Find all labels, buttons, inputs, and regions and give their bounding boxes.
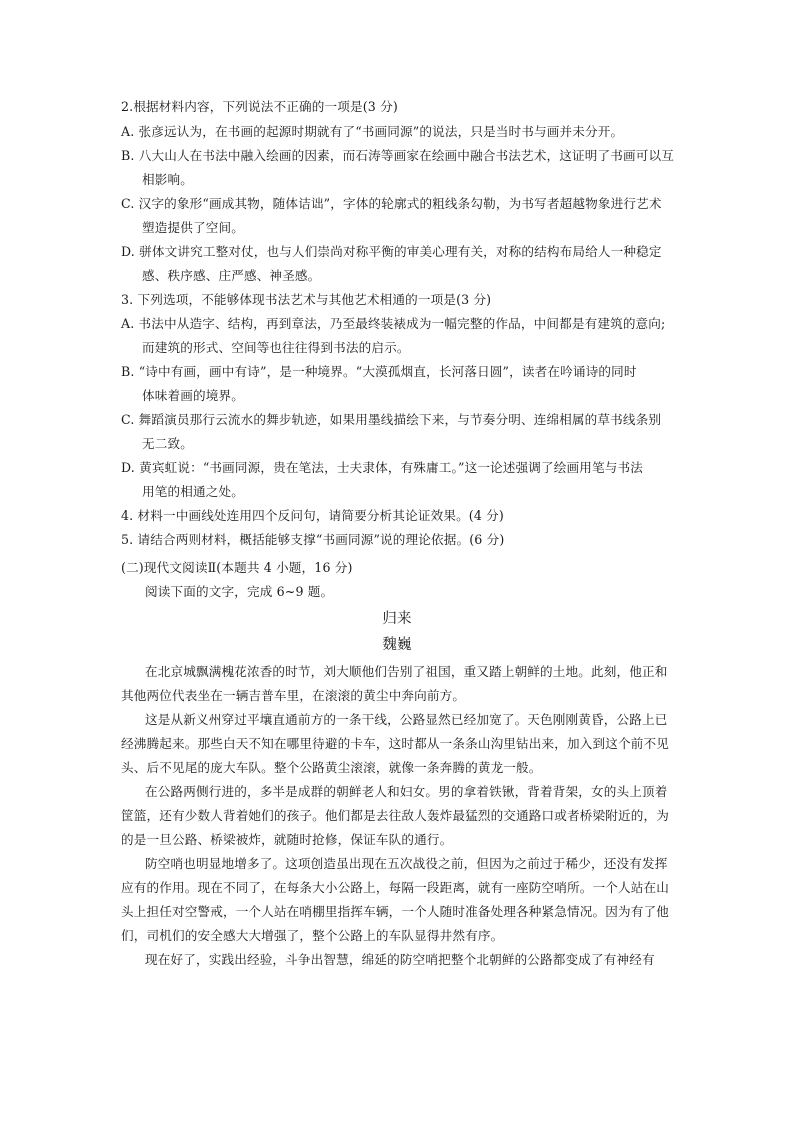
- passage-line: 们，司机们的安全感大大增强了，整个公路上的车队显得井然有序。: [121, 928, 504, 943]
- passage-line: 筐篮，还有少数人背着她们的孩子。他们都是去往敌人轰炸最猛烈的交通路口或者桥梁附近的，为: [121, 808, 669, 823]
- q2-stem: 2.根据材料内容，下列说法不正确的一项是(3 分): [121, 99, 398, 114]
- passage-line: 经沸腾起来。那些白天不知在哪里待避的卡车，这时都从一条条山沟里钻出来，加入到这个前不见: [121, 736, 669, 751]
- passage-line: 在北京城飘满槐花浓香的时节，刘大顺他们告别了祖国，重又踏上朝鲜的土地。此刻，他正和: [145, 664, 668, 679]
- q3-option-c: C. 舞蹈演员那行云流水的舞步轨迹，如果用墨线描绘下来，与节奏分明、连绵相属的草书线条别: [121, 412, 662, 427]
- passage-line: 的是一旦公路、桥梁被炸，就随时抢修，保证车队的通行。: [121, 832, 453, 847]
- section-instruction: 阅读下面的文字，完成 6~9 题。: [145, 584, 334, 599]
- q3-option-b-cont: 体味着画的境界。: [142, 388, 244, 403]
- q2-option-c-cont: 塑造提供了空间。: [142, 220, 244, 235]
- section-heading: (二)现代文阅读Ⅱ(本题共 4 小题，16 分): [121, 560, 353, 575]
- q2-option-c: C. 汉字的象形“画成其物，随体诘诎”，字体的轮廓式的粗线条勾勒，为书写者超越物象进行艺术: [121, 196, 662, 211]
- passage-line: 现在好了，实践出经验，斗争出智慧，绵延的防空哨把整个北朝鲜的公路都变成了有神经有: [145, 952, 655, 967]
- passage-line: 在公路两侧行进的，多半是成群的朝鲜老人和妇女。男的拿着铁锹，背着背架，女的头上顶着: [145, 784, 668, 799]
- q3-option-b: B. “诗中有画，画中有诗”，是一种境界。“大漠孤烟直，长河落日圆”，读者在吟诵诗的同时: [121, 364, 637, 379]
- q3-option-c-cont: 无二致。: [142, 436, 193, 451]
- q2-option-d: D. 骈体文讲究工整对仗，也与人们崇尚对称平衡的审美心理有关，对称的结构布局给人一种稳定: [121, 244, 662, 259]
- passage-line: 防空哨也明显地增多了。这项创造虽出现在五次战役之前，但因为之前过于稀少，还没有发挥: [145, 856, 668, 871]
- q3-option-d: D. 黄宾虹说：“书画同源，贵在笔法，士夫隶体，有殊庸工。”这一论述强调了绘画用笔与书法: [121, 460, 643, 475]
- q2-option-b-cont: 相影响。: [142, 172, 193, 187]
- article-title: 归来: [382, 611, 412, 627]
- q4: 4. 材料一中画线处连用四个反问句，请简要分析其论证效果。(4 分): [121, 508, 504, 523]
- q2-option-b: B. 八大山人在书法中融入绘画的因素，而石涛等画家在绘画中融合书法艺术，这证明了书画可以互: [121, 148, 674, 163]
- passage-line: 这是从新义州穿过平壤直通前方的一条干线，公路显然已经加宽了。天色刚刚黄昏，公路上已: [145, 712, 668, 727]
- q3-option-a: A. 书法中从造字、结构，再到章法，乃至最终装裱成为一幅完整的作品，中间都是有建筑的意向;: [121, 316, 666, 331]
- article-author: 魏巍: [382, 637, 412, 653]
- passage-line: 应有的作用。现在不同了，在每条大小公路上，每隔一段距离，就有一座防空哨所。一个人站在山: [121, 880, 669, 895]
- q3-option-d-cont: 用笔的相通之处。: [142, 484, 244, 499]
- q3-option-a-cont: 而建筑的形式、空间等也往往得到书法的启示。: [142, 340, 410, 355]
- passage-line: 其他两位代表坐在一辆吉普车里，在滚滚的黄尘中奔向前方。: [121, 688, 466, 703]
- q2-option-d-cont: 感、秩序感、庄严感、神圣感。: [142, 268, 321, 283]
- q5: 5. 请结合两则材料，概括能够支撑“书画同源”说的理论依据。(6 分): [121, 532, 505, 547]
- passage-line: 头、后不见尾的庞大车队。整个公路黄尘滚滚，就像一条奔腾的黄龙一般。: [121, 760, 542, 775]
- q3-stem: 3. 下列选项，不能够体现书法艺术与其他艺术相通的一项是(3 分): [121, 292, 492, 307]
- passage-line: 头上担任对空警戒，一个人站在哨棚里指挥车辆，一个人随时准备处理各种紧急情况。因为有了他: [121, 904, 669, 919]
- q2-option-a: A. 张彦远认为，在书画的起源时期就有了“书画同源”的说法，只是当时书与画并未分开。: [121, 124, 624, 139]
